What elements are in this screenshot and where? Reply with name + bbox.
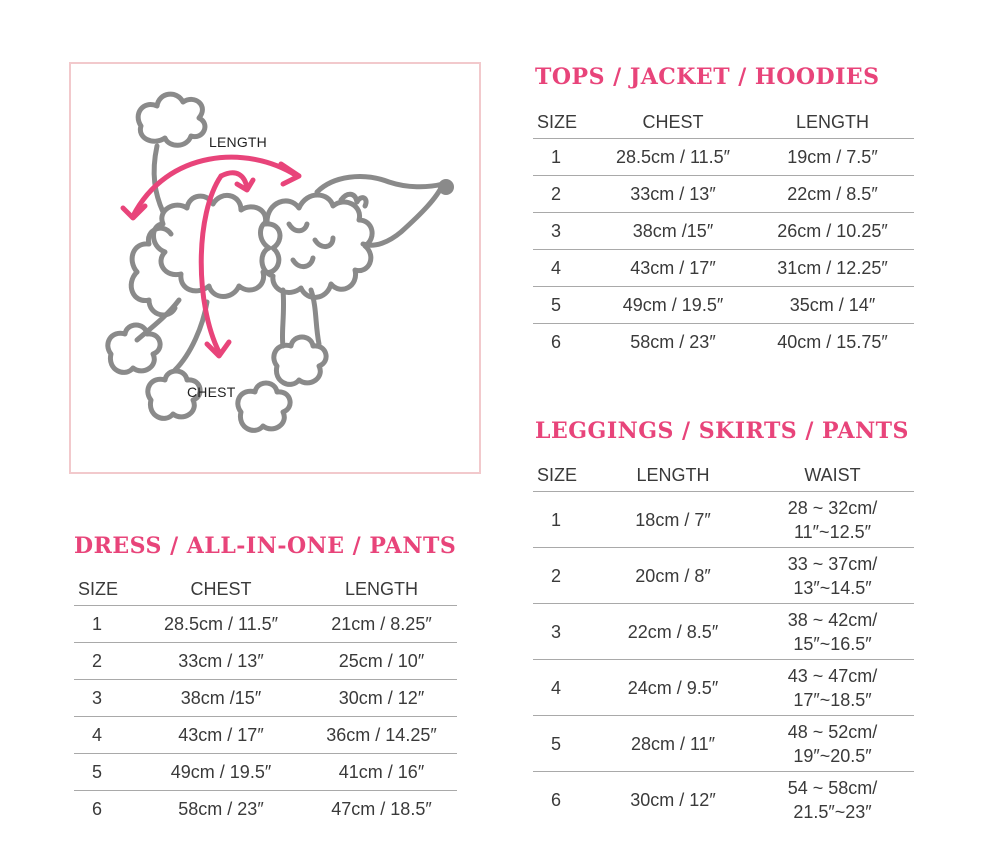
table-cell: 6 (92, 799, 103, 820)
tops-title: TOPS / JACKET / HOODIES (535, 64, 880, 90)
table-cell: 58cm / 23″ (630, 332, 716, 353)
table-cell: 28.5cm / 11.5″ (595, 139, 751, 176)
table-cell: 43 ~ 47cm/ 17″~18.5″ (751, 660, 914, 716)
column-header: CHEST (595, 106, 751, 139)
dress-title: DRESS / ALL-IN-ONE / PANTS (74, 533, 457, 559)
table-cell: 48 ~ 52cm/ 19″~20.5″ (751, 716, 914, 772)
table-row (74, 791, 457, 828)
table-cell: 22cm / 8.5″ (595, 604, 751, 660)
measurement-illustration (69, 62, 481, 474)
table-cell: 38cm /15″ (136, 680, 306, 717)
table-cell: 19cm / 7.5″ (751, 139, 914, 176)
table-cell: 4 (74, 717, 136, 754)
table-row (533, 492, 914, 548)
table-header-row (533, 459, 914, 492)
column-header: LENGTH (751, 106, 914, 139)
table-cell: 35cm / 14″ (751, 287, 914, 324)
table-row (533, 176, 914, 213)
column-header: SIZE (533, 459, 595, 492)
table-cell: 5 (533, 287, 595, 324)
table-cell: 43cm / 17″ (136, 717, 306, 754)
table-row (533, 660, 914, 716)
tops-size-table (533, 106, 914, 361)
column-header: LENGTH (595, 459, 751, 492)
table-cell: 28 ~ 32cm/ 11″~12.5″ (751, 492, 914, 548)
table-cell: 1 (533, 139, 595, 176)
head-outline (317, 177, 443, 246)
poodle-drawing (71, 64, 479, 472)
table-cell: 22cm / 8.5″ (751, 176, 914, 213)
column-header: SIZE (533, 106, 595, 139)
chest-arrow (201, 176, 221, 352)
table-cell: 18cm / 7″ (595, 492, 751, 548)
table-cell: 3 (533, 213, 595, 250)
table-cell: 41cm / 16″ (306, 754, 457, 791)
chest-label: CHEST (187, 384, 236, 400)
table-cell: 40cm / 15.75″ (777, 332, 888, 353)
table-row (533, 287, 914, 324)
body-outline (154, 195, 280, 296)
table-cell: 5 (533, 716, 595, 772)
table-cell: 47cm / 18.5″ (331, 799, 432, 820)
table-cell: 1 (533, 492, 595, 548)
table-row (533, 213, 914, 250)
table-cell: 3 (74, 680, 136, 717)
table-cell: 1 (74, 606, 136, 643)
column-header: WAIST (751, 459, 914, 492)
table-cell: 33 ~ 37cm/ 13″~14.5″ (751, 548, 914, 604)
table-row (74, 680, 457, 717)
table-row (74, 606, 457, 643)
column-header: LENGTH (306, 573, 457, 606)
table-row (74, 717, 457, 754)
table-cell: 6 (551, 332, 562, 353)
table-cell: 49cm / 19.5″ (595, 287, 751, 324)
table-row (533, 139, 914, 176)
table-cell: 4 (533, 250, 595, 287)
dress-size-table (74, 573, 457, 828)
table-cell: 3 (533, 604, 595, 660)
table-cell: 49cm / 19.5″ (136, 754, 306, 791)
table-cell: 21cm / 8.25″ (306, 606, 457, 643)
table-cell: 25cm / 10″ (306, 643, 457, 680)
table-header-row (533, 106, 914, 139)
front-leg (282, 290, 283, 346)
table-cell: 24cm / 9.5″ (595, 660, 751, 716)
table-cell: 58cm / 23″ (178, 799, 264, 820)
table-cell: 2 (533, 176, 595, 213)
table-row (533, 772, 914, 828)
leggings-size-table (533, 459, 914, 828)
column-header: SIZE (74, 573, 136, 606)
table-row (533, 716, 914, 772)
table-cell: 2 (74, 643, 136, 680)
table-cell: 43cm / 17″ (595, 250, 751, 287)
table-cell: 26cm / 10.25″ (751, 213, 914, 250)
table-cell: 28.5cm / 11.5″ (136, 606, 306, 643)
nose (438, 179, 454, 195)
foot-pompom (108, 325, 160, 372)
table-cell: 2 (533, 548, 595, 604)
table-cell: 33cm / 13″ (136, 643, 306, 680)
table-row (533, 548, 914, 604)
table-cell: 5 (74, 754, 136, 791)
table-cell: 38cm /15″ (595, 213, 751, 250)
table-row (533, 604, 914, 660)
tail-pompom (138, 94, 205, 145)
table-row (74, 643, 457, 680)
column-header: CHEST (136, 573, 306, 606)
table-cell: 4 (533, 660, 595, 716)
table-cell: 36cm / 14.25″ (306, 717, 457, 754)
table-header-row (74, 573, 457, 606)
table-cell: 20cm / 8″ (595, 548, 751, 604)
table-cell: 54 ~ 58cm/ 21.5″~23″ (787, 777, 878, 822)
table-cell: 31cm / 12.25″ (751, 250, 914, 287)
hind-leg (137, 300, 179, 340)
table-cell: 33cm / 13″ (595, 176, 751, 213)
table-cell: 30cm / 12″ (306, 680, 457, 717)
table-cell: 30cm / 12″ (630, 789, 716, 810)
table-cell: 28cm / 11″ (595, 716, 751, 772)
leggings-title: LEGGINGS / SKIRTS / PANTS (535, 418, 909, 444)
table-cell: 38 ~ 42cm/ 15″~16.5″ (751, 604, 914, 660)
table-row (74, 754, 457, 791)
table-row (533, 250, 914, 287)
length-label: LENGTH (209, 134, 267, 150)
table-cell: 6 (551, 789, 562, 810)
table-row (533, 324, 914, 361)
